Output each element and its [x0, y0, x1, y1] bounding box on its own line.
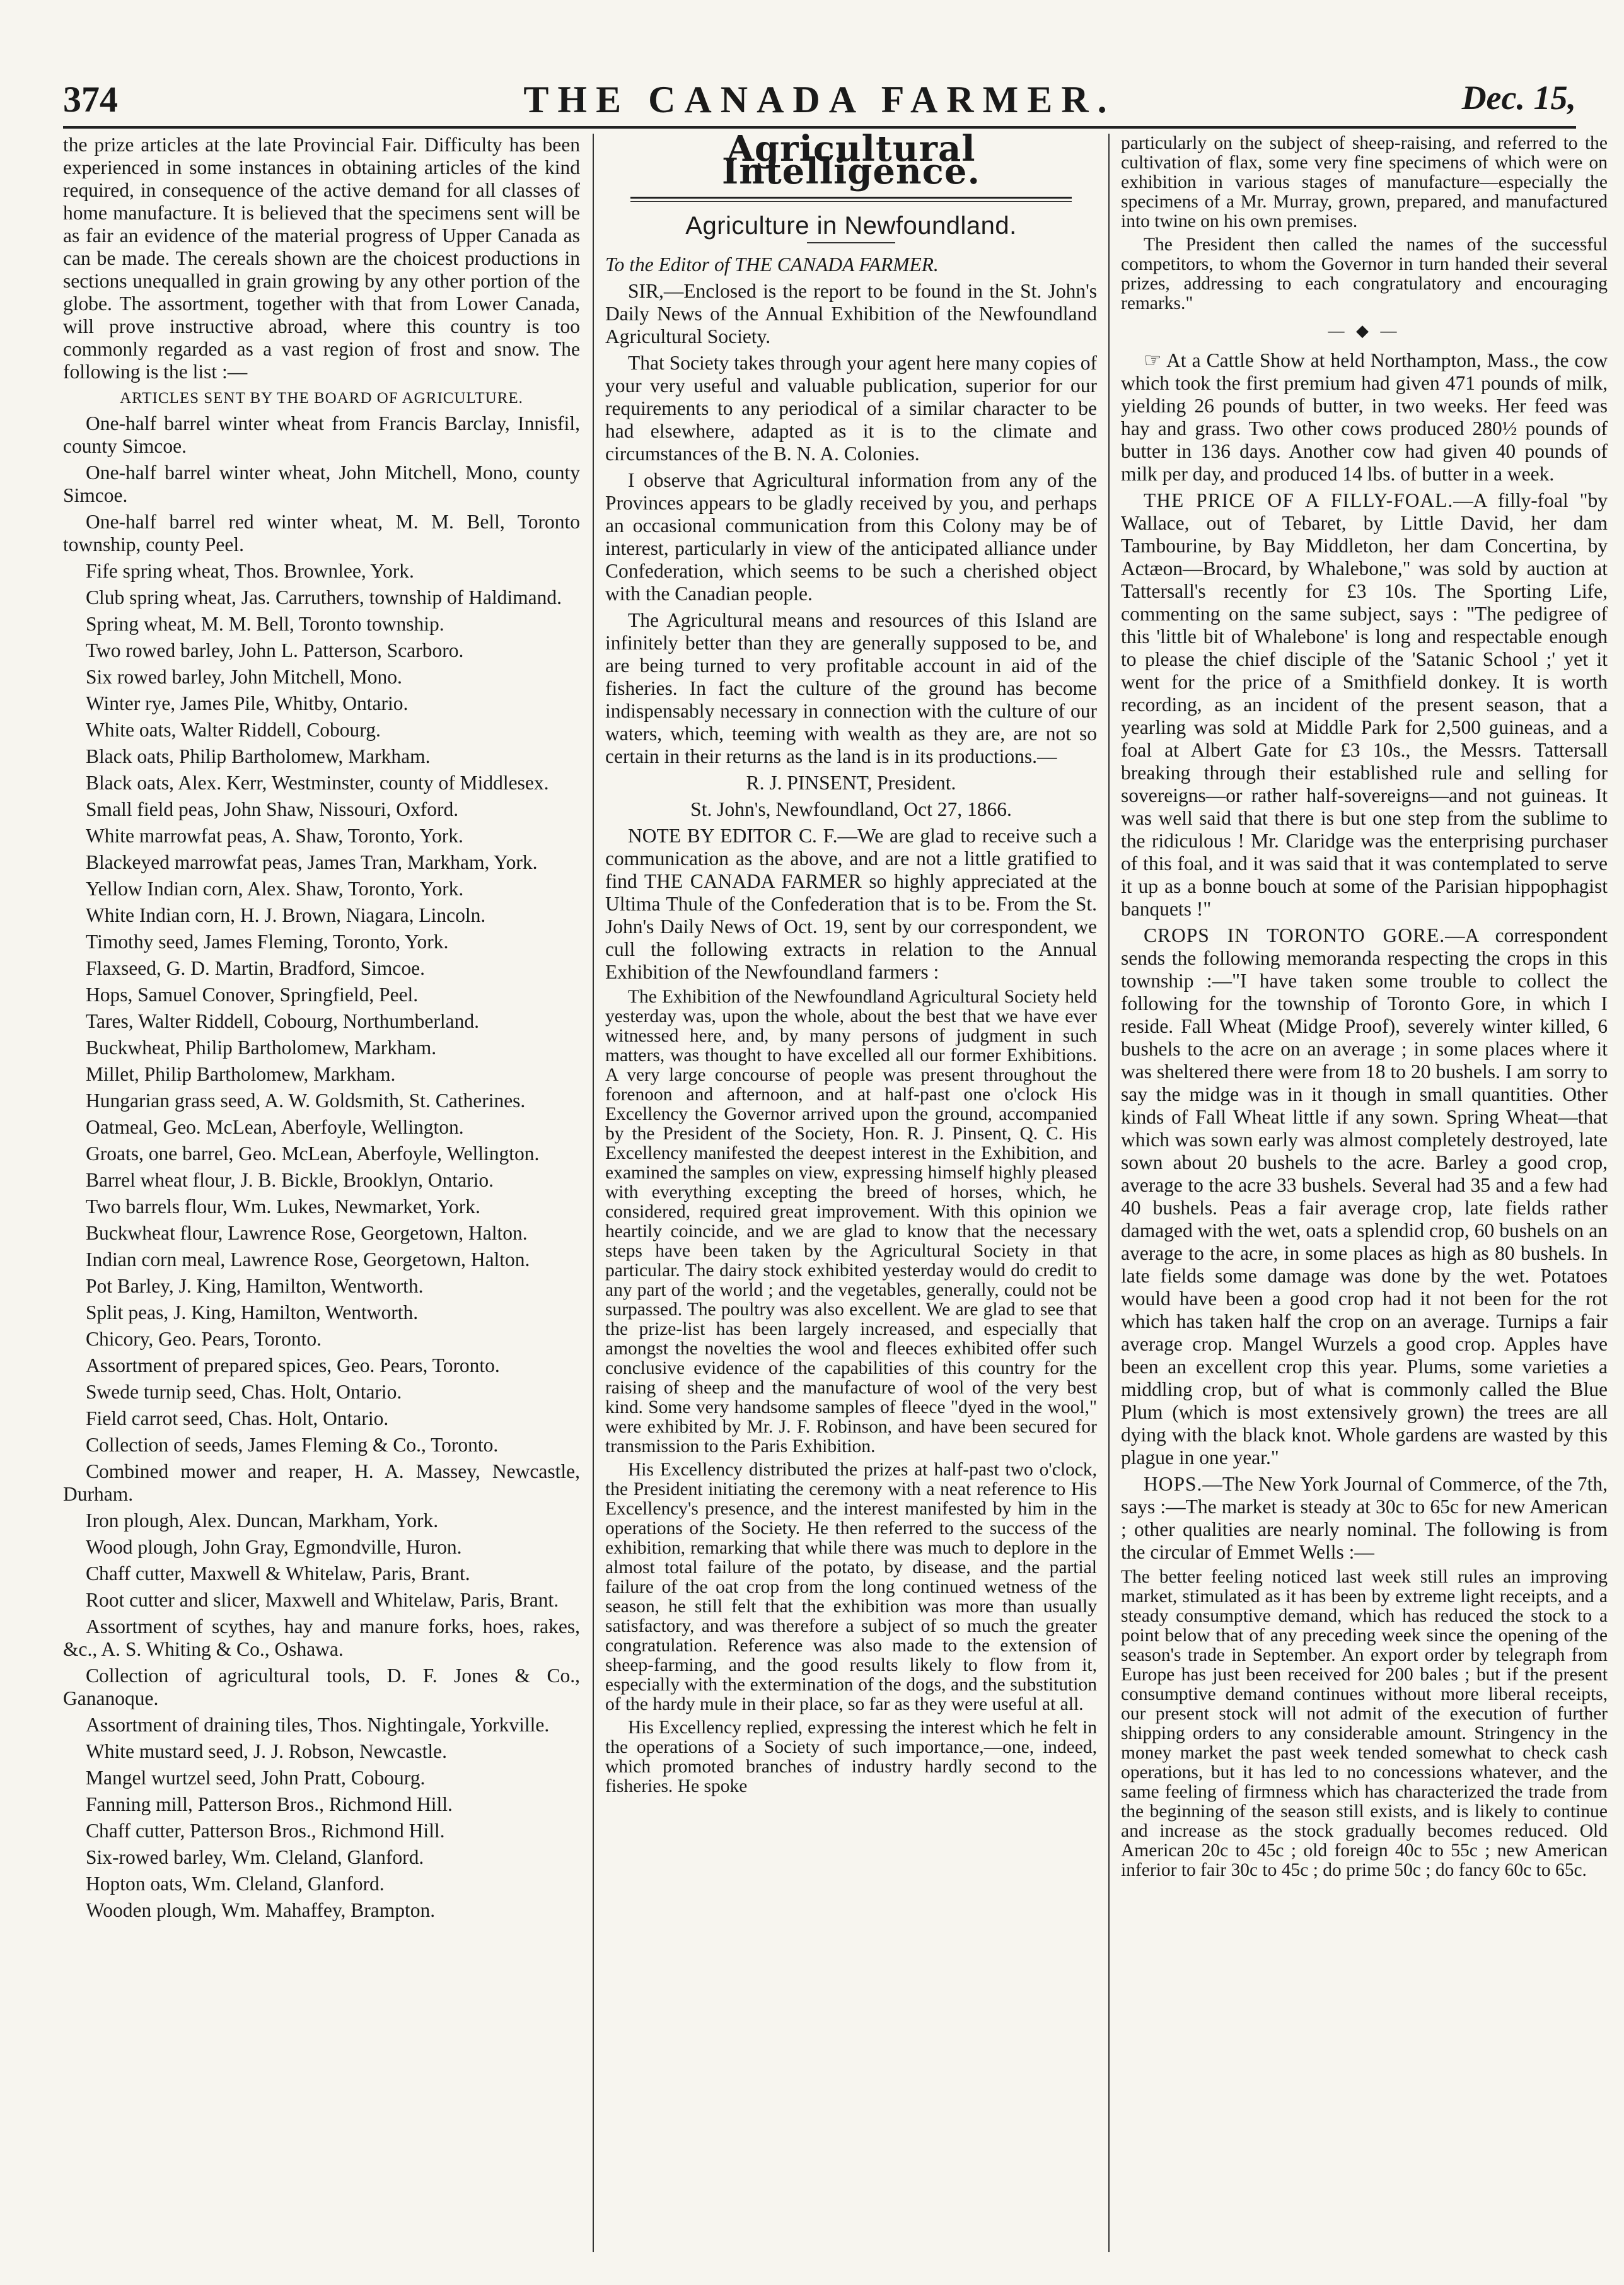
- crops-text: —A correspondent sends the following memoranda respecting the crops in this township :—"I have taken some trouble to collect the following for the township of Toronto Gore, in which I reside. Fall Wheat (Midge Proof), severely winter killed, 6 bushels to the acre on an average ; in some places where it was sheltered there were from 18 to 20 bushels. I am sorry to say the midge was in it though in small quantities. Other kinds of Fall Wheat little if any sown. Spring Wheat—that which was sown early was almost completely destroyed, late sown about 20 bushels to the acre. Barley a good crop, average to the acre 33 bushels. Several had 35 and a few had 40 bushels. Peas a fair average crop, late fields rather damaged with the wet, oats a splendid crop, 60 bushels on an average to the acre, in some places as high as 80 bushels. In late fields some damage was done by the wet. Potatoes would have been a good crop had it not been for the rot which has taken half the crop on an average. Turnips a fair average crop. Mangel Wurzels a good crop. Apples have been an excellent crop this year. Plums, some varieties a middling crop, but of what is commonly called the Blue Plum (which is most extensively grown) the trees are all dying with the black knot. Whole gardens are wasted by this plague in one year.": [1121, 924, 1608, 1468]
- list-item: Two rowed barley, John L. Patterson, Scarboro.: [86, 639, 464, 661]
- list-item: Small field peas, John Shaw, Nissouri, Oxford.: [86, 798, 459, 820]
- list-item: Millet, Philip Bartholomew, Markham.: [86, 1063, 396, 1085]
- articles-list: [63, 412, 580, 1922]
- crops-paragraph: [1121, 924, 1608, 1469]
- list-item: Buckwheat, Philip Bartholomew, Markham.: [86, 1037, 437, 1059]
- list-item: Six rowed barley, John Mitchell, Mono.: [86, 666, 402, 688]
- list-item: Wooden plough, Wm. Mahaffey, Brampton.: [86, 1899, 436, 1921]
- letter-paragraph: I observe that Agricultural information from any of the Provinces appears to be gladly received by you, and perhaps an occasional communication from this Colony may be of interest, particularly in view of the anticipated alliance under Confederation, which seems to be such a cherished object with the Canadian people.: [605, 469, 1097, 605]
- list-item: Yellow Indian corn, Alex. Shaw, Toronto, York.: [86, 878, 464, 900]
- list-item: Hungarian grass seed, A. W. Goldsmith, St. Catherines.: [86, 1090, 526, 1112]
- list-item: Assortment of scythes, hay and manure forks, hoes, rakes, &c., A. S. Whiting & Co., Oshawa.: [63, 1615, 580, 1660]
- continuation-paragraph: The President then called the names of the successful competitors, to whom the Governor in turn handed their several prizes, addressing to each congratulatory and encouraging remarks.": [1121, 235, 1608, 313]
- list-item: Groats, one barrel, Geo. McLean, Aberfoyle, Wellington.: [86, 1142, 540, 1165]
- list-item: Mangel wurtzel seed, John Pratt, Cobourg.: [86, 1767, 426, 1789]
- cattle-show-paragraph: [1121, 349, 1608, 485]
- masthead: THE CANADA FARMER.: [523, 79, 1116, 120]
- hops-text: —The New York Journal of Commerce, of the 7th, says :—The market is steady at 30c to 65c for new American ; other qualities are nearly nominal. The following is from the circular of Emmet Wells :—: [1121, 1473, 1608, 1563]
- signature-place: St. John's, Newfoundland, Oct 27, 1866.: [690, 798, 1012, 820]
- list-item: White Indian corn, H. J. Brown, Niagara, Lincoln.: [86, 904, 486, 926]
- list-item: Tares, Walter Riddell, Cobourg, Northumberland.: [86, 1010, 479, 1032]
- list-item: Field carrot seed, Chas. Holt, Ontario.: [86, 1407, 389, 1429]
- list-item: Swede turnip seed, Chas. Holt, Ontario.: [86, 1381, 402, 1403]
- filly-paragraph: [1121, 489, 1608, 921]
- list-item: Collection of seeds, James Fleming & Co., Toronto.: [86, 1434, 499, 1456]
- column-divider: [593, 134, 594, 2252]
- list-item: White marrowfat peas, A. Shaw, Toronto, York.: [86, 825, 463, 847]
- list-item: Chicory, Geo. Pears, Toronto.: [86, 1328, 322, 1350]
- divider: [807, 242, 895, 243]
- department-title: Agricultural Intelligence.: [722, 134, 980, 192]
- list-item: Timothy seed, James Fleming, Toronto, York.: [86, 931, 449, 953]
- list-item: Fife spring wheat, Thos. Brownlee, York.: [86, 560, 414, 582]
- list-item: Chaff cutter, Maxwell & Whitelaw, Paris, Brant.: [86, 1562, 470, 1584]
- list-item: Flaxseed, G. D. Martin, Bradford, Simcoe.: [86, 957, 426, 979]
- divider: [630, 197, 1072, 202]
- list-item: Chaff cutter, Patterson Bros., Richmond Hill.: [86, 1820, 445, 1842]
- filly-text: —A filly-foal "by Wallace, out of Tebaret, by Little David, her dam Tambourine, by Bay Middleton, her dam Concertina, by Actæon—Brocard, by Whalebone," was sold by auction at Tattersall's recently for £3 10s. The Sporting Life, commenting on the same subject, says : "The pedigree of this 'little bit of Whalebone' is long and respectable enough to please the chief disciple of the 'Satanic School ;' yet it went for the price of a Smithfield donkey. It is worth recording, as an incident of the present season, that a yearling was sold at Middle Park for 2,500 guineas, and a foal at Albert Gate for £3 10s., the Messrs. Tattersall breaking through their established rule and selling for sovereigns—or rather half-sovereigns—and not guineas. It was well said that there is but one step from the sublime to the ridiculous ! Mr. Claridge was the enterprising purchaser of this foal, and it was said that it was contemplated to serve it up as a bonne bouch at some of the Parisian hippophagist banquets !": [1121, 489, 1608, 920]
- list-heading: ARTICLES SENT BY THE BOARD OF AGRICULTURE.: [120, 390, 523, 407]
- report-paragraph: The Exhibition of the Newfoundland Agricultural Society held yesterday was, upon the whole, about the best that we have ever witnessed here, and, by many persons of judgment in such matters, was thought to have excelled all our former Exhibitions. A very large concourse of people was present throughout the forenoon and afternoon, and at half-past one o'clock His Excellency the Governor arrived upon the ground, accompanied by the President of the Society, Hon. R. J. Pinsent, Q. C. His Excellency manifested the deepest interest in the Exhibition, and examined the samples on view, expressing himself highly pleased with everything excepting the breed of horses, which, he considered, required great improvement. With this opinion we heartily coincide, and we are glad to know that the necessary steps have been taken by the Agricultural Society in that particular. The dairy stock exhibited yesterday would do credit to any part of the world ; and the vegetables, generally, could not be surpassed. The poultry was also excellent. We are glad to see that the prize-list has been largely increased, and especially that amongst the novelties the wool and fleeces exhibited offer such conclusive evidence of the capabilities of this country for the raising of sheep and the manufacture of wool of the very best kind. Some very handsome samples of fleece "dyed in the wool," were exhibited by Mr. J. F. Robinson, and have been secured for transmission to the Paris Exhibition.: [605, 987, 1097, 1456]
- page-number: 374: [63, 79, 118, 120]
- list-item: One-half barrel winter wheat, John Mitchell, Mono, county Simcoe.: [63, 462, 580, 506]
- intro-paragraph: the prize articles at the late Provincial Fair. Difficulty has been experienced in some instances in obtaining articles of the kind required, in consequence of the active demand for all classes of home manufacture. It is believed that the specimens sent will be as fair an evidence of the material progress of Upper Canada as can be made. The cereals shown are the choicest productions in sections unequalled in grain growing by any other portion of the globe. The assortment, together with that from Lower Canada, will prove instructive abroad, where this country is too commonly regarded as a vast region of frost and snow. The following is the list :—: [63, 134, 580, 383]
- page-header: [63, 69, 1576, 129]
- hops-circular: The better feeling noticed last week still rules an improving market, stimulated as it has been by extreme light receipts, and a steady consumptive demand, which has reduced the stock to a point below that of any preceding week since the opening of the season's trade in September. An export order by telegraph from Europe has just been received for 200 bales ; but if the present consumptive demand continues without more liberal receipts, our present stock will not admit of the execution of further shipping orders to any considerable amount. Stringency in the money market the past week tended somewhat to check cash operations, but it has led to no concessions whatever, and the same feeling of firmness which has characterized the trade from the beginning of the season still exists, and is likely to continue and increase as the stock gradually becomes reduced. Old American 20c to 45c ; old foreign 40c to 55c ; new American inferior to fair 30c to 45c ; do prime 50c ; do fancy 60c to 65c.: [1121, 1567, 1608, 1880]
- filly-title: THE PRICE OF A FILLY-FOAL.: [1144, 489, 1454, 511]
- letter-body: [605, 280, 1097, 768]
- list-item: Blackeyed marrowfat peas, James Tran, Markham, York.: [86, 851, 538, 873]
- salutation: To the Editor of THE CANADA FARMER.: [605, 253, 939, 276]
- list-item: Black oats, Philip Bartholomew, Markham.: [86, 745, 431, 767]
- cattle-show-text: At a Cattle Show at held Northampton, Mass., the cow which took the first premium had given 471 pounds of milk, yielding 26 pounds of butter, in two weeks. Her feed was hay and grass. Two other cows produced 280½ pounds of butter in 136 days. Another cow had given 40 pounds of milk per day, and produced 14 lbs. of butter in a week.: [1121, 349, 1608, 485]
- editor-note: NOTE BY EDITOR C. F.—We are glad to receive such a communication as the above, and are not a little gratified to find THE CANADA FARMER so highly appreciated at the Ultima Thule of the Confederation that is to be. From the St. John's Daily News of Oct. 19, sent by our correspondent, we cull the following extracts in relation to the Annual Exhibition of the Newfoundland farmers :: [605, 825, 1097, 983]
- list-item: Hops, Samuel Conover, Springfield, Peel.: [86, 984, 419, 1006]
- list-item: Spring wheat, M. M. Bell, Toronto township.: [86, 613, 444, 635]
- list-item: White oats, Walter Riddell, Cobourg.: [86, 719, 381, 741]
- list-item: Fanning mill, Patterson Bros., Richmond Hill.: [86, 1793, 453, 1815]
- list-item: Two barrels flour, Wm. Lukes, Newmarket, York.: [86, 1195, 480, 1218]
- column-1: [63, 134, 580, 2252]
- list-item: Root cutter and slicer, Maxwell and Whitelaw, Paris, Brant.: [86, 1589, 559, 1611]
- column-3: [1121, 134, 1608, 2252]
- list-item: Wood plough, John Gray, Egmondville, Huron.: [86, 1536, 462, 1558]
- list-item: White mustard seed, J. J. Robson, Newcastle.: [86, 1740, 448, 1762]
- list-item: Indian corn meal, Lawrence Rose, Georgetown, Halton.: [86, 1248, 530, 1270]
- list-item: Combined mower and reaper, H. A. Massey, Newcastle, Durham.: [63, 1460, 580, 1505]
- crops-title: CROPS IN TORONTO GORE.: [1144, 924, 1446, 946]
- column-2: [605, 134, 1097, 2252]
- column-divider: [1108, 134, 1110, 2252]
- article-title: Agriculture in Newfoundland.: [685, 212, 1017, 240]
- list-item: Assortment of draining tiles, Thos. Nightingale, Yorkville.: [86, 1714, 550, 1736]
- list-item: Black oats, Alex. Kerr, Westminster, county of Middlesex.: [86, 772, 549, 794]
- list-item: Winter rye, James Pile, Whitby, Ontario.: [86, 692, 409, 714]
- letter-paragraph: SIR,—Enclosed is the report to be found in the St. John's Daily News of the Annual Exhibition of the Newfoundland Agricultural Society.: [605, 280, 1097, 347]
- list-item: Pot Barley, J. King, Hamilton, Wentworth.: [86, 1275, 424, 1297]
- signature-name: R. J. PINSENT, President.: [746, 772, 956, 794]
- issue-date: Dec. 15,: [1461, 79, 1576, 117]
- list-item: Buckwheat flour, Lawrence Rose, Georgetown, Halton.: [86, 1222, 528, 1244]
- list-item: Iron plough, Alex. Duncan, Markham, York.: [86, 1509, 439, 1532]
- letter-paragraph: The Agricultural means and resources of this Island are infinitely better than they are generally supposed to be, and are being turned to very profitable account in aid of the fisheries. In fact the culture of the ground has become indispensably necessary in connection with the culture of our waters, which, teeming with wealth as they are, are not so certain in their returns as the land is in its productions.—: [605, 609, 1097, 767]
- list-item: Barrel wheat flour, J. B. Bickle, Brooklyn, Ontario.: [86, 1169, 494, 1191]
- hops-paragraph: [1121, 1473, 1608, 1564]
- list-item: One-half barrel red winter wheat, M. M. Bell, Toronto township, county Peel.: [63, 511, 580, 555]
- continuation-paragraph: particularly on the subject of sheep-raising, and referred to the cultivation of flax, some very fine specimens of which were on exhibition in various stages of manufacture—especially the specimens of a Mr. Murray, grown, prepared, and manufactured into twine on his own premises.: [1121, 134, 1608, 231]
- list-item: One-half barrel winter wheat from Francis Barclay, Innisfil, county Simcoe.: [63, 412, 580, 457]
- list-item: Collection of agricultural tools, D. F. Jones & Co., Gananoque.: [63, 1665, 580, 1709]
- ornament-divider: — ◆ —: [1328, 322, 1401, 340]
- report-paragraph: His Excellency distributed the prizes at half-past two o'clock, the President initiating the ceremony with a neat reference to His Excellency's presence, and the interest manifested by him in the operations of the Society. He then referred to the success of the exhibition, remarking that while there was much to deplore in the almost total failure of the potato, by disease, and the partial failure of the oat crop from the long continued wetness of the season, he still felt that the exhibition was more than usually satisfactory, and was therefore a subject of so much the greater congratulation. Reference was also made to the extension of sheep-farming, and the good results likely to flow from it, especially with the extermination of the dogs, and the substitution of the hardy mule in their place, so far as they were useful at all.: [605, 1460, 1097, 1714]
- list-item: Hopton oats, Wm. Cleland, Glanford.: [86, 1873, 385, 1895]
- list-item: Assortment of prepared spices, Geo. Pears, Toronto.: [86, 1354, 500, 1376]
- list-item: Six-rowed barley, Wm. Cleland, Glanford.: [86, 1846, 424, 1868]
- list-item: Club spring wheat, Jas. Carruthers, township of Haldimand.: [86, 586, 562, 608]
- list-item: Oatmeal, Geo. McLean, Aberfoyle, Wellington.: [86, 1116, 464, 1138]
- list-item: Split peas, J. King, Hamilton, Wentworth.: [86, 1301, 419, 1323]
- hops-title: HOPS.: [1144, 1473, 1203, 1495]
- report-paragraph: His Excellency replied, expressing the interest which he felt in the operations of a Society of such importance,—one, indeed, which promoted branches of industry hardly second to the fisheries. He spoke: [605, 1718, 1097, 1796]
- pointing-hand-icon: ☞: [1144, 349, 1162, 371]
- report-body: [605, 987, 1097, 1796]
- letter-paragraph: That Society takes through your agent here many copies of your very useful and valuable publication, superior for our requirements to any periodical of a similar character to be had elsewhere, adapted as it is to the climate and circumstances of the B. N. A. Colonies.: [605, 352, 1097, 465]
